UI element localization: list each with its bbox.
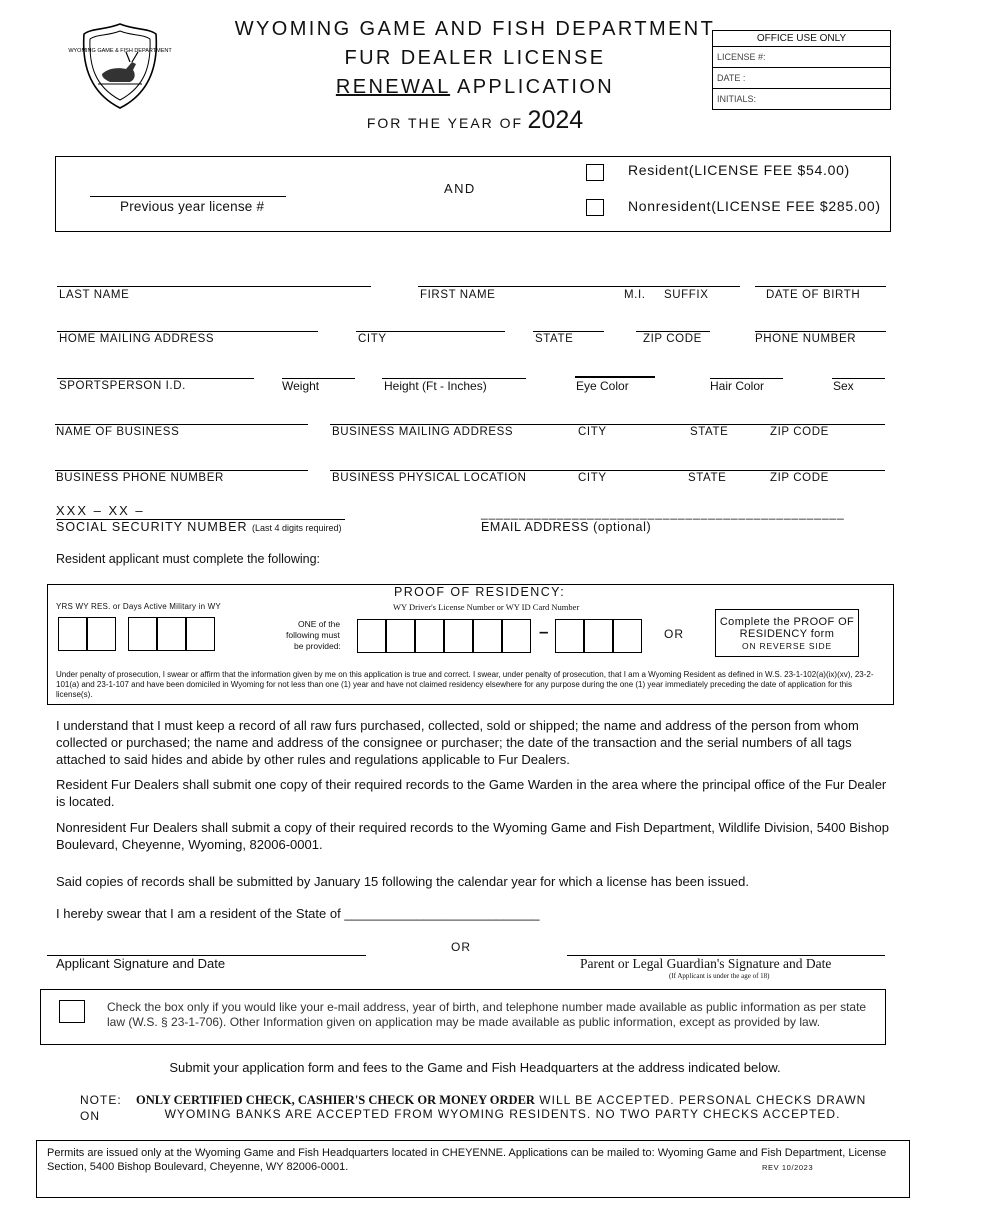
office-use-box bbox=[712, 30, 891, 110]
home-state-label: STATE bbox=[535, 333, 574, 345]
home-state-input[interactable] bbox=[533, 331, 604, 332]
business-mailing-zip-label: ZIP CODE bbox=[770, 426, 829, 438]
guardian-signature-label: Parent or Legal Guardian's Signature and Date bbox=[580, 956, 832, 971]
weight-label: Weight bbox=[282, 379, 320, 393]
guardian-age-note: (If Applicant is under the age of 18) bbox=[669, 972, 770, 980]
public-info-checkbox[interactable] bbox=[59, 1000, 85, 1023]
proof-of-residency-title: PROOF OF RESIDENCY: bbox=[394, 585, 566, 599]
application-word: APPLICATION bbox=[456, 76, 615, 98]
days-digit-3[interactable] bbox=[186, 617, 215, 651]
height-label: Height (Ft - Inches) bbox=[384, 379, 487, 393]
nonresident-checkbox[interactable] bbox=[586, 199, 604, 216]
year-prefix: FOR THE YEAR OF bbox=[366, 115, 524, 131]
dl-digit-8[interactable] bbox=[584, 619, 613, 653]
dl-digit-3[interactable] bbox=[415, 619, 444, 653]
office-use-title: OFFICE USE ONLY bbox=[713, 31, 890, 47]
license-type-title: FUR DEALER LICENSE bbox=[344, 47, 606, 69]
provided-label: be provided: bbox=[294, 641, 341, 651]
license-year: 2024 bbox=[527, 106, 584, 134]
home-zip-input[interactable] bbox=[636, 331, 710, 332]
year-line bbox=[230, 106, 720, 135]
sportsperson-label: SPORTSPERSON I.D. bbox=[59, 380, 186, 392]
years-residency-label: YRS WY RES. or Days Active Military in WY bbox=[56, 602, 221, 611]
business-name-label: NAME OF BUSINESS bbox=[56, 426, 180, 438]
resident-checkbox[interactable] bbox=[586, 164, 604, 181]
home-address-input[interactable] bbox=[57, 331, 318, 332]
business-physical-input[interactable] bbox=[330, 470, 885, 471]
hair-color-label: Hair Color bbox=[710, 379, 765, 393]
business-physical-label: BUSINESS PHYSICAL LOCATION bbox=[332, 472, 527, 484]
sportsperson-input[interactable] bbox=[57, 378, 254, 379]
dob-input[interactable] bbox=[755, 286, 886, 287]
dl-digit-5[interactable] bbox=[473, 619, 502, 653]
resident-option-label: Resident(LICENSE FEE $54.00) bbox=[628, 162, 850, 178]
email-input[interactable]: ________________________________________________ bbox=[481, 506, 845, 520]
note-label: NOTE: bbox=[80, 1093, 122, 1107]
department-logo bbox=[68, 22, 172, 110]
suffix-label: SUFFIX bbox=[664, 289, 709, 301]
sex-label: Sex bbox=[833, 379, 854, 393]
first-name-label: FIRST NAME bbox=[420, 289, 496, 301]
business-mailing-state-label: STATE bbox=[690, 426, 729, 438]
residency-penalty-text: Under penalty of prosecution, I swear or affirm that the information given by me on this application is true and correct. I swear, under penalty of prosecution, that I am a Wyoming Resident as defined in W.S. 23-1-102(a)(ix)(xv), 23-2-101(a) and 23-1-107 and have been domiciled in Wyoming for not less than one (1) year and have not claimed residency elsewhere for any purpose during the one (1) year immediately preceding the date of application for this license(s). bbox=[56, 670, 874, 699]
eye-color-label: Eye Color bbox=[576, 379, 629, 393]
phone-input[interactable] bbox=[755, 331, 886, 332]
business-phone-input[interactable] bbox=[55, 470, 308, 471]
business-mailing-city-label: CITY bbox=[578, 426, 607, 438]
business-phone-label: BUSINESS PHONE NUMBER bbox=[56, 472, 224, 484]
public-info-text: Check the box only if you would like your e-mail address, year of birth, and telephone number made available as public information as per state law (W.S. § 23-1-706). Other Information given on application may be made available as public information, except as provided by law. bbox=[107, 1000, 867, 1029]
business-mailing-input[interactable] bbox=[330, 424, 885, 425]
renewal-title bbox=[230, 76, 720, 99]
following-label: following must bbox=[286, 630, 340, 640]
previous-license-label: Previous year license # bbox=[120, 199, 265, 214]
reverse-note-line-1: Complete the PROOF OF bbox=[719, 616, 855, 628]
ssn-label bbox=[56, 520, 342, 534]
business-physical-city-label: CITY bbox=[578, 472, 607, 484]
ssn-note: (Last 4 digits required) bbox=[251, 523, 342, 533]
office-date-field: DATE : bbox=[713, 68, 890, 89]
business-name-input[interactable] bbox=[55, 424, 308, 425]
dept-title: WYOMING GAME AND FISH DEPARTMENT bbox=[234, 18, 716, 40]
dl-dash: – bbox=[539, 622, 550, 641]
note-text-1: WILL BE ACCEPTED. PERSONAL CHECKS DRAWN ON bbox=[80, 1093, 867, 1123]
home-zip-label: ZIP CODE bbox=[643, 333, 702, 345]
business-physical-state-label: STATE bbox=[688, 472, 727, 484]
one-of-label: ONE of the bbox=[298, 619, 341, 629]
nonresident-records-paragraph: Nonresident Fur Dealers shall submit a copy of their required records to the Wyoming Game and Fish Department, Wildlife Division, 5400 Bishop Boulevard, Cheyenne, Wyoming, 82006-0001. bbox=[56, 820, 889, 852]
home-city-input[interactable] bbox=[356, 331, 505, 332]
email-label: EMAIL ADDRESS (optional) bbox=[481, 520, 652, 534]
dl-digit-9[interactable] bbox=[613, 619, 642, 653]
and-label: AND bbox=[444, 181, 476, 196]
dl-digit-4[interactable] bbox=[444, 619, 473, 653]
years-digit-2[interactable] bbox=[87, 617, 116, 651]
years-digit-1[interactable] bbox=[58, 617, 87, 651]
days-digit-2[interactable] bbox=[157, 617, 186, 651]
office-license-field: LICENSE #: bbox=[713, 47, 890, 68]
business-mailing-label: BUSINESS MAILING ADDRESS bbox=[332, 426, 514, 438]
office-initials-field: INITIALS: bbox=[717, 94, 757, 104]
dl-number-label: WY Driver's License Number or WY ID Card Number bbox=[393, 602, 580, 612]
reverse-side-note bbox=[715, 609, 859, 657]
home-city-label: CITY bbox=[358, 333, 387, 345]
home-address-label: HOME MAILING ADDRESS bbox=[59, 333, 215, 345]
residency-or-label: OR bbox=[664, 627, 684, 641]
ssn-label-text: SOCIAL SECURITY NUMBER bbox=[56, 520, 248, 534]
mi-label: M.I. bbox=[624, 289, 646, 301]
reverse-note-line-3: ON REVERSE SIDE bbox=[742, 641, 832, 651]
note-text-2: WYOMING BANKS ARE ACCEPTED FROM WYOMING RESIDENTS. NO TWO PARTY CHECKS ACCEPTED. bbox=[164, 1107, 841, 1121]
resident-records-paragraph: Resident Fur Dealers shall submit one copy of their required records to the Game Warden in the area where the principal office of the Fur Dealer is located. bbox=[56, 777, 887, 809]
record-keeping-paragraph: I understand that I must keep a record of all raw furs purchased, collected, sold or shipped; the name and address of the person from whom collected or purchased; the name and address of the consignee or purchaser; the date of the transaction and the serial numbers of all tags attached to said hides and abide by other rules and regulations applicable to Fur Dealers. bbox=[56, 718, 859, 767]
submit-instructions: Submit your application form and fees to the Game and Fish Headquarters at the address indicated below. bbox=[169, 1060, 781, 1075]
dl-digit-6[interactable] bbox=[502, 619, 531, 653]
days-digit-1[interactable] bbox=[128, 617, 157, 651]
previous-license-input[interactable] bbox=[90, 196, 286, 197]
last-name-input[interactable] bbox=[57, 286, 371, 287]
business-physical-zip-label: ZIP CODE bbox=[770, 472, 829, 484]
renewal-word: RENEWAL bbox=[335, 76, 451, 98]
nonresident-option-label: Nonresident(LICENSE FEE $285.00) bbox=[628, 198, 881, 214]
reverse-note-line-2: RESIDENCY form bbox=[739, 628, 835, 640]
phone-label: PHONE NUMBER bbox=[755, 333, 857, 345]
footer-text: Permits are issued only at the Wyoming Game and Fish Headquarters located in CHEYENNE. Applications can be mailed to: Wyoming Game and Fish Department, License Section, 5400 Bishop Boulevard, Cheyenne, WY 82006-0001. bbox=[47, 1147, 887, 1173]
first-name-input[interactable] bbox=[418, 286, 740, 287]
revision-date: REV 10/2023 bbox=[762, 1163, 814, 1172]
dl-digit-2[interactable] bbox=[386, 619, 415, 653]
logo-text: WYOMING GAME & FISH DEPARTMENT bbox=[68, 48, 172, 54]
signature-or: OR bbox=[451, 940, 471, 954]
resident-note: Resident applicant must complete the following: bbox=[56, 552, 321, 566]
dl-digit-7[interactable] bbox=[555, 619, 584, 653]
resident-swear-line[interactable]: I hereby swear that I am a resident of the State of ___________________________ bbox=[56, 906, 540, 921]
dob-label: DATE OF BIRTH bbox=[766, 289, 861, 301]
applicant-signature-label: Applicant Signature and Date bbox=[56, 956, 226, 971]
submission-deadline-paragraph: Said copies of records shall be submitted by January 15 following the calendar year for which a license has been issued. bbox=[56, 874, 750, 889]
dl-digit-1[interactable] bbox=[357, 619, 386, 653]
last-name-label: LAST NAME bbox=[59, 289, 130, 301]
ssn-prefix: XXX – XX – bbox=[56, 503, 145, 518]
note-bold-text: ONLY CERTIFIED CHECK, CASHIER'S CHECK OR MONEY ORDER bbox=[136, 1093, 535, 1107]
eye-color-input[interactable] bbox=[575, 376, 655, 378]
